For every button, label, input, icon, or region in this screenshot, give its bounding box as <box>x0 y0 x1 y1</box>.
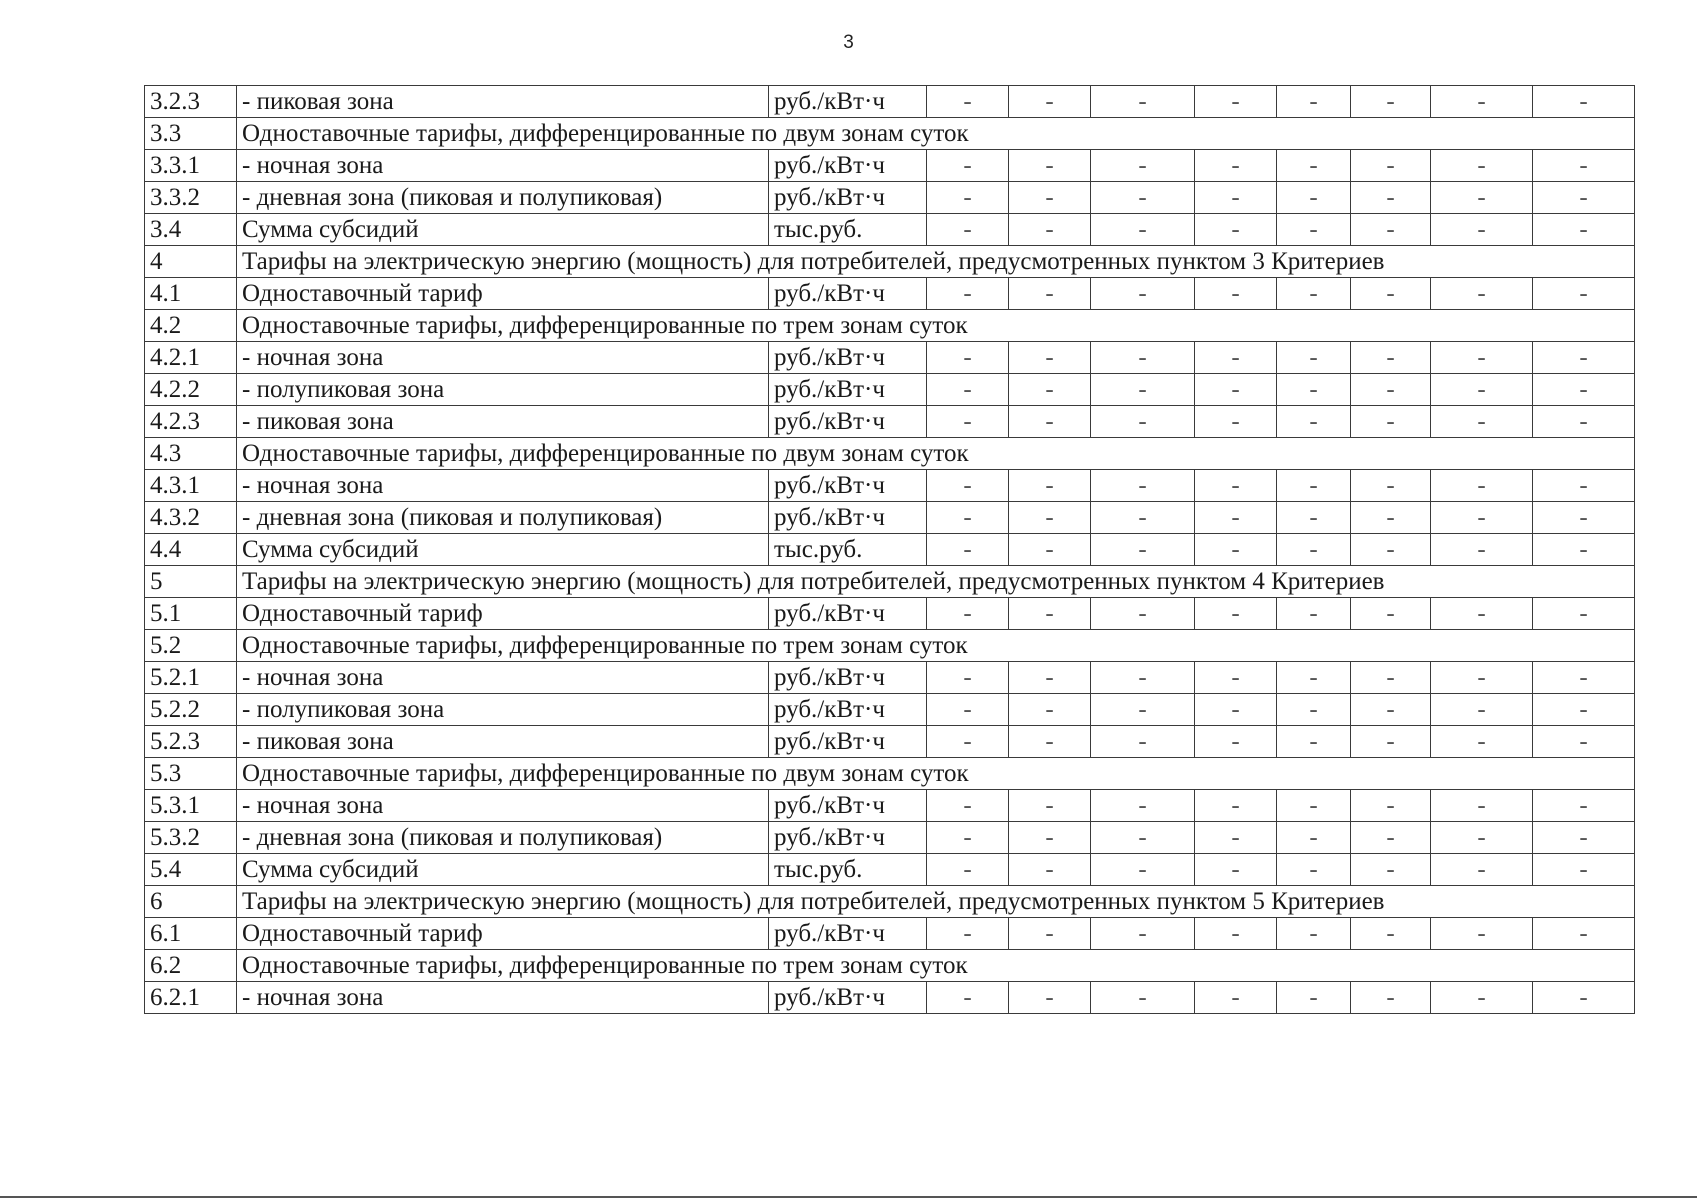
row-name: Одноставочный тариф <box>237 598 769 630</box>
value-cell: - <box>1351 534 1431 566</box>
value-cell: - <box>1091 342 1195 374</box>
section-row <box>145 566 1635 598</box>
row-name: - дневная зона (пиковая и полупиковая) <box>237 502 769 534</box>
value-cell: - <box>1195 598 1277 630</box>
value-cell: - <box>1009 662 1091 694</box>
value-cell: - <box>927 406 1009 438</box>
table-row <box>145 790 1635 822</box>
value-cell: - <box>1431 790 1533 822</box>
value-cell: - <box>1195 86 1277 118</box>
row-code: 6.1 <box>145 918 237 950</box>
value-cell: - <box>1533 502 1635 534</box>
row-code: 6.2.1 <box>145 982 237 1014</box>
value-cell: - <box>1431 598 1533 630</box>
row-unit: руб./кВт·ч <box>769 342 927 374</box>
row-name: - ночная зона <box>237 150 769 182</box>
value-cell: - <box>1091 534 1195 566</box>
section-title: Одноставочные тарифы, дифференцированные по трем зонам суток <box>237 630 1635 662</box>
value-cell: - <box>1431 694 1533 726</box>
value-cell: - <box>1009 854 1091 886</box>
row-code: 5 <box>145 566 237 598</box>
value-cell: - <box>1351 86 1431 118</box>
table-row <box>145 342 1635 374</box>
value-cell: - <box>927 662 1009 694</box>
row-code: 4.2.1 <box>145 342 237 374</box>
value-cell: - <box>1195 534 1277 566</box>
row-name: Сумма субсидий <box>237 854 769 886</box>
value-cell: - <box>1277 822 1351 854</box>
value-cell: - <box>1533 726 1635 758</box>
value-cell: - <box>1009 726 1091 758</box>
section-title: Одноставочные тарифы, дифференцированные по трем зонам суток <box>237 950 1635 982</box>
value-cell: - <box>1351 278 1431 310</box>
value-cell: - <box>1351 598 1431 630</box>
table-row <box>145 982 1635 1014</box>
value-cell: - <box>1195 406 1277 438</box>
value-cell: - <box>1009 918 1091 950</box>
table-row <box>145 854 1635 886</box>
value-cell: - <box>1195 342 1277 374</box>
value-cell: - <box>1431 534 1533 566</box>
value-cell: - <box>927 278 1009 310</box>
value-cell: - <box>1277 406 1351 438</box>
value-cell: - <box>1533 214 1635 246</box>
row-unit: руб./кВт·ч <box>769 598 927 630</box>
row-name: - полупиковая зона <box>237 694 769 726</box>
value-cell: - <box>1009 502 1091 534</box>
value-cell: - <box>1091 982 1195 1014</box>
value-cell: - <box>1431 150 1533 182</box>
page-bottom-rule <box>0 1196 1697 1198</box>
value-cell: - <box>1091 278 1195 310</box>
value-cell: - <box>1009 406 1091 438</box>
value-cell: - <box>1091 374 1195 406</box>
value-cell: - <box>1277 534 1351 566</box>
row-name: Сумма субсидий <box>237 534 769 566</box>
value-cell: - <box>1533 150 1635 182</box>
value-cell: - <box>1009 278 1091 310</box>
table-row <box>145 694 1635 726</box>
value-cell: - <box>1277 374 1351 406</box>
value-cell: - <box>1091 86 1195 118</box>
value-cell: - <box>1009 534 1091 566</box>
value-cell: - <box>1533 470 1635 502</box>
value-cell: - <box>1091 918 1195 950</box>
value-cell: - <box>1195 918 1277 950</box>
row-unit: руб./кВт·ч <box>769 982 927 1014</box>
section-title: Тарифы на электрическую энергию (мощность) для потребителей, предусмотренных пунктом 4 Критериев <box>237 566 1635 598</box>
value-cell: - <box>1091 150 1195 182</box>
value-cell: - <box>1431 374 1533 406</box>
row-unit: руб./кВт·ч <box>769 278 927 310</box>
table-row <box>145 406 1635 438</box>
value-cell: - <box>1009 470 1091 502</box>
value-cell: - <box>1351 374 1431 406</box>
table-row <box>145 278 1635 310</box>
value-cell: - <box>1533 790 1635 822</box>
value-cell: - <box>1277 726 1351 758</box>
row-code: 3.3 <box>145 118 237 150</box>
section-row <box>145 310 1635 342</box>
value-cell: - <box>927 694 1009 726</box>
value-cell: - <box>1277 598 1351 630</box>
value-cell: - <box>1195 470 1277 502</box>
row-code: 5.2.3 <box>145 726 237 758</box>
value-cell: - <box>1431 342 1533 374</box>
value-cell: - <box>1091 502 1195 534</box>
value-cell: - <box>1009 790 1091 822</box>
value-cell: - <box>1431 822 1533 854</box>
row-name: - пиковая зона <box>237 726 769 758</box>
table-row <box>145 182 1635 214</box>
table-row <box>145 150 1635 182</box>
row-name: - ночная зона <box>237 662 769 694</box>
value-cell: - <box>1351 214 1431 246</box>
row-code: 5.3 <box>145 758 237 790</box>
value-cell: - <box>1431 854 1533 886</box>
value-cell: - <box>1533 374 1635 406</box>
value-cell: - <box>1091 470 1195 502</box>
row-code: 3.3.2 <box>145 182 237 214</box>
value-cell: - <box>1431 918 1533 950</box>
value-cell: - <box>1091 662 1195 694</box>
value-cell: - <box>1195 854 1277 886</box>
value-cell: - <box>1091 822 1195 854</box>
row-code: 4 <box>145 246 237 278</box>
value-cell: - <box>1195 278 1277 310</box>
value-cell: - <box>927 598 1009 630</box>
section-row <box>145 630 1635 662</box>
table-row <box>145 374 1635 406</box>
value-cell: - <box>1277 662 1351 694</box>
value-cell: - <box>1351 406 1431 438</box>
value-cell: - <box>1091 406 1195 438</box>
value-cell: - <box>1091 790 1195 822</box>
row-unit: тыс.руб. <box>769 214 927 246</box>
row-code: 4.2 <box>145 310 237 342</box>
value-cell: - <box>1277 150 1351 182</box>
section-title: Тарифы на электрическую энергию (мощность) для потребителей, предусмотренных пунктом 5 Критериев <box>237 886 1635 918</box>
row-code: 5.3.2 <box>145 822 237 854</box>
value-cell: - <box>1091 598 1195 630</box>
value-cell: - <box>1351 790 1431 822</box>
table-row <box>145 534 1635 566</box>
value-cell: - <box>1009 150 1091 182</box>
value-cell: - <box>1351 854 1431 886</box>
row-code: 3.4 <box>145 214 237 246</box>
value-cell: - <box>1277 342 1351 374</box>
value-cell: - <box>927 86 1009 118</box>
value-cell: - <box>927 182 1009 214</box>
value-cell: - <box>927 726 1009 758</box>
value-cell: - <box>1195 182 1277 214</box>
row-code: 5.2 <box>145 630 237 662</box>
section-row <box>145 438 1635 470</box>
value-cell: - <box>1009 374 1091 406</box>
value-cell: - <box>1533 278 1635 310</box>
table-row <box>145 598 1635 630</box>
value-cell: - <box>1195 374 1277 406</box>
value-cell: - <box>1009 86 1091 118</box>
value-cell: - <box>1195 662 1277 694</box>
value-cell: - <box>1195 694 1277 726</box>
table-row <box>145 822 1635 854</box>
row-code: 5.1 <box>145 598 237 630</box>
row-name: - пиковая зона <box>237 406 769 438</box>
section-title: Одноставочные тарифы, дифференцированные по трем зонам суток <box>237 310 1635 342</box>
row-name: - ночная зона <box>237 982 769 1014</box>
row-code: 5.2.2 <box>145 694 237 726</box>
value-cell: - <box>1277 278 1351 310</box>
value-cell: - <box>927 374 1009 406</box>
row-code: 3.3.1 <box>145 150 237 182</box>
value-cell: - <box>1351 342 1431 374</box>
table-row <box>145 502 1635 534</box>
row-unit: руб./кВт·ч <box>769 374 927 406</box>
row-name: - ночная зона <box>237 470 769 502</box>
row-unit: руб./кВт·ч <box>769 502 927 534</box>
section-row <box>145 886 1635 918</box>
row-code: 4.1 <box>145 278 237 310</box>
value-cell: - <box>1195 150 1277 182</box>
row-unit: руб./кВт·ч <box>769 86 927 118</box>
row-code: 5.2.1 <box>145 662 237 694</box>
value-cell: - <box>1431 86 1533 118</box>
value-cell: - <box>1091 694 1195 726</box>
value-cell: - <box>1195 502 1277 534</box>
row-unit: тыс.руб. <box>769 534 927 566</box>
value-cell: - <box>1091 726 1195 758</box>
section-row <box>145 758 1635 790</box>
value-cell: - <box>1351 918 1431 950</box>
value-cell: - <box>1351 502 1431 534</box>
row-code: 4.2.2 <box>145 374 237 406</box>
value-cell: - <box>1091 182 1195 214</box>
table-row <box>145 726 1635 758</box>
row-code: 6.2 <box>145 950 237 982</box>
row-name: - полупиковая зона <box>237 374 769 406</box>
row-code: 6 <box>145 886 237 918</box>
value-cell: - <box>1533 342 1635 374</box>
value-cell: - <box>1533 406 1635 438</box>
section-title: Одноставочные тарифы, дифференцированные по двум зонам суток <box>237 118 1635 150</box>
value-cell: - <box>1431 278 1533 310</box>
row-name: Сумма субсидий <box>237 214 769 246</box>
value-cell: - <box>1431 214 1533 246</box>
value-cell: - <box>1009 982 1091 1014</box>
value-cell: - <box>1431 182 1533 214</box>
value-cell: - <box>1351 182 1431 214</box>
value-cell: - <box>927 214 1009 246</box>
row-name: - дневная зона (пиковая и полупиковая) <box>237 822 769 854</box>
value-cell: - <box>1351 662 1431 694</box>
row-code: 4.3.1 <box>145 470 237 502</box>
value-cell: - <box>1431 982 1533 1014</box>
value-cell: - <box>1277 918 1351 950</box>
value-cell: - <box>927 150 1009 182</box>
value-cell: - <box>1533 982 1635 1014</box>
row-code: 4.2.3 <box>145 406 237 438</box>
row-unit: руб./кВт·ч <box>769 790 927 822</box>
value-cell: - <box>927 342 1009 374</box>
table-row <box>145 86 1635 118</box>
row-code: 4.4 <box>145 534 237 566</box>
value-cell: - <box>927 918 1009 950</box>
table-body <box>145 86 1635 1014</box>
value-cell: - <box>1431 502 1533 534</box>
value-cell: - <box>1009 694 1091 726</box>
value-cell: - <box>1195 214 1277 246</box>
row-unit: руб./кВт·ч <box>769 694 927 726</box>
row-name: Одноставочный тариф <box>237 918 769 950</box>
value-cell: - <box>1533 86 1635 118</box>
value-cell: - <box>1533 534 1635 566</box>
section-title: Одноставочные тарифы, дифференцированные по двум зонам суток <box>237 438 1635 470</box>
value-cell: - <box>927 854 1009 886</box>
row-code: 4.3.2 <box>145 502 237 534</box>
value-cell: - <box>1431 470 1533 502</box>
table-row <box>145 214 1635 246</box>
table-row <box>145 470 1635 502</box>
value-cell: - <box>927 470 1009 502</box>
value-cell: - <box>1351 822 1431 854</box>
value-cell: - <box>1431 406 1533 438</box>
value-cell: - <box>1195 790 1277 822</box>
value-cell: - <box>1351 470 1431 502</box>
value-cell: - <box>1431 726 1533 758</box>
value-cell: - <box>1351 150 1431 182</box>
value-cell: - <box>1009 822 1091 854</box>
row-code: 4.3 <box>145 438 237 470</box>
row-unit: руб./кВт·ч <box>769 406 927 438</box>
value-cell: - <box>1533 182 1635 214</box>
section-title: Тарифы на электрическую энергию (мощность) для потребителей, предусмотренных пунктом 3 Критериев <box>237 246 1635 278</box>
value-cell: - <box>927 982 1009 1014</box>
value-cell: - <box>927 534 1009 566</box>
value-cell: - <box>1533 662 1635 694</box>
row-name: - ночная зона <box>237 790 769 822</box>
value-cell: - <box>1009 342 1091 374</box>
value-cell: - <box>927 502 1009 534</box>
value-cell: - <box>1277 214 1351 246</box>
value-cell: - <box>1195 726 1277 758</box>
value-cell: - <box>1351 982 1431 1014</box>
row-code: 3.2.3 <box>145 86 237 118</box>
value-cell: - <box>1277 182 1351 214</box>
row-code: 5.4 <box>145 854 237 886</box>
value-cell: - <box>1533 598 1635 630</box>
row-unit: руб./кВт·ч <box>769 726 927 758</box>
row-name: Одноставочный тариф <box>237 278 769 310</box>
value-cell: - <box>1091 214 1195 246</box>
section-title: Одноставочные тарифы, дифференцированные по двум зонам суток <box>237 758 1635 790</box>
value-cell: - <box>1277 694 1351 726</box>
value-cell: - <box>927 790 1009 822</box>
value-cell: - <box>1195 822 1277 854</box>
row-name: - дневная зона (пиковая и полупиковая) <box>237 182 769 214</box>
section-row <box>145 118 1635 150</box>
value-cell: - <box>1277 790 1351 822</box>
value-cell: - <box>1277 854 1351 886</box>
value-cell: - <box>927 822 1009 854</box>
value-cell: - <box>1009 182 1091 214</box>
value-cell: - <box>1277 982 1351 1014</box>
section-row <box>145 950 1635 982</box>
row-unit: руб./кВт·ч <box>769 182 927 214</box>
value-cell: - <box>1533 694 1635 726</box>
value-cell: - <box>1009 214 1091 246</box>
value-cell: - <box>1009 598 1091 630</box>
page-number: 3 <box>843 32 854 53</box>
row-unit: руб./кВт·ч <box>769 918 927 950</box>
value-cell: - <box>1351 726 1431 758</box>
value-cell: - <box>1351 694 1431 726</box>
value-cell: - <box>1533 822 1635 854</box>
table-row <box>145 662 1635 694</box>
row-unit: руб./кВт·ч <box>769 470 927 502</box>
row-unit: руб./кВт·ч <box>769 662 927 694</box>
section-row <box>145 246 1635 278</box>
row-unit: руб./кВт·ч <box>769 150 927 182</box>
value-cell: - <box>1533 854 1635 886</box>
tariff-table <box>144 85 1635 1014</box>
value-cell: - <box>1431 662 1533 694</box>
table-row <box>145 918 1635 950</box>
row-code: 5.3.1 <box>145 790 237 822</box>
value-cell: - <box>1277 470 1351 502</box>
value-cell: - <box>1533 918 1635 950</box>
row-unit: руб./кВт·ч <box>769 822 927 854</box>
value-cell: - <box>1195 982 1277 1014</box>
row-name: - пиковая зона <box>237 86 769 118</box>
value-cell: - <box>1277 502 1351 534</box>
value-cell: - <box>1277 86 1351 118</box>
row-name: - ночная зона <box>237 342 769 374</box>
row-unit: тыс.руб. <box>769 854 927 886</box>
value-cell: - <box>1091 854 1195 886</box>
